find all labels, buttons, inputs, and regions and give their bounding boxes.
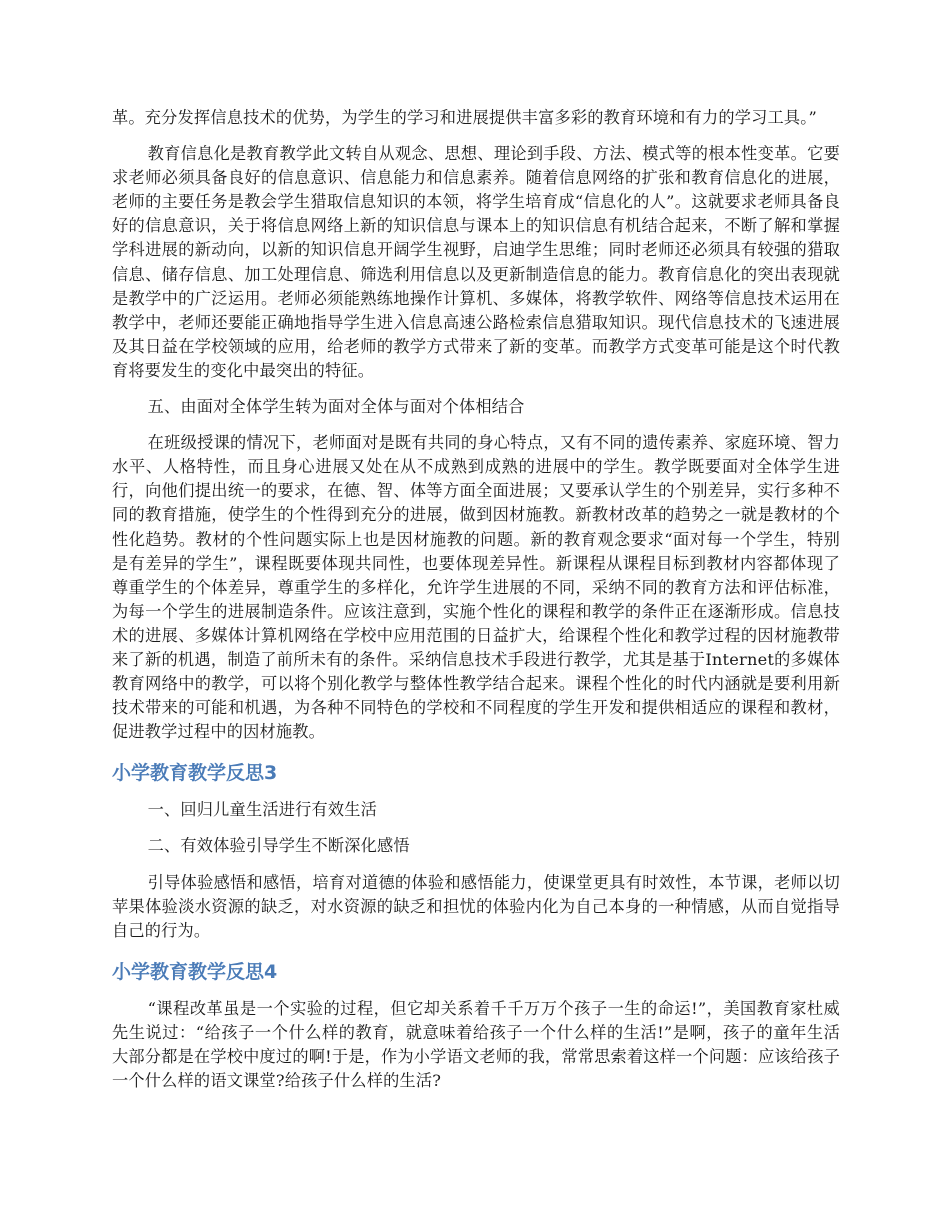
paragraph-class-teaching: 在班级授课的情况下，老师面对是既有共同的身心特点，又有不同的遗传素养、家庭环境、智力水平、人格特性，而且身心进展又处在从不成熟到成熟的进展中的学生。教学既要面对全体学生进行，向他们提出统一的要求，在德、智、体等方面全面进展；又要承认学生的个别差异，实行多种不同的教育措施，使学生的个性得到充分的进展，做到因材施教。新教材改革的趋势之一就是教材的个性化趋势。教材的个性问题实际上也是因材施教的问题。新的教育观念要求“面对每一个学生，特别是有差异的学生”，课程既要体现共同性，也要体现差异性。新课程从课程目标到教材内容都体现了尊重学生的个体差异，尊重学生的多样化，允许学生进展的不同，采纳不同的教育方法和评估标准，为每一个学生的进展制造条件。应该注意到，实施个性化的课程和教学的条件正在逐渐形成。信息技术的进展、多媒体计算机网络在学校中应用范围的日益扩大，给课程个性化和教学过程的因材施教带来了新的机遇，制造了前所未有的条件。采纳信息技术手段进行教学，尤其是基于Internet的多媒体教育网络中的教学，可以将个别化教学与整体性教学结合起来。课程个性化的时代内涵就是要利用新技术带来的可能和机遇，为各种不同特色的学校和不同程度的学生开发和提供相适应的课程和教材，促进教学过程中的因材施教。: [112, 433, 840, 742]
paragraph-education-informatization: 教育信息化是教育教学此文转自从观念、思想、理论到手段、方法、模式等的根本性变革。它要求老师必须具备良好的信息意识、信息能力和信息素养。随着信息网络的扩张和教育信息化的进展，老师的主要任务是教会学生猎取信息知识的本领，将学生培育成“信息化的人”。这就要求老师具备良好的信息意识，关于将信息网络上新的知识信息与课本上的知识信息有机结合起来，不断了解和掌握学科进展的新动向，以新的知识信息开阔学生视野，启迪学生思维；同时老师还必须具有较强的猎取信息、储存信息、加工处理信息、筛选利用信息以及更新制造信息的能力。教育信息化的突出表现就是教学中的广泛运用。老师必须能熟练地操作计算机、多媒体，将教学软件、网络等信息技术运用在教学中，老师还要能正确地指导学生进入信息高速公路检索信息猎取知识。现代信息技术的飞速进展及其日益在学校领域的应用，给老师的教学方式带来了新的变革。而教学方式变革可能是这个时代教育将要发生的变化中最突出的特征。: [112, 144, 840, 380]
paragraph-intro-continuation: 革。充分发挥信息技术的优势，为学生的学习和进展提供丰富多彩的教育环境和有力的学习工具。”: [112, 108, 818, 127]
section-heading-reflection-3: 小学教育教学反思3: [112, 762, 278, 785]
document-page: [112, 106, 840, 1105]
paragraph-experience-guidance: 引导体验感悟和感悟，培育对道德的体验和感悟能力，使课堂更具有时效性，本节课，老师以切苹果体验淡水资源的缺乏，对水资源的缺乏和担忧的体验内化为自己本身的一种情感，从而自觉指导自己的行为。: [112, 872, 840, 940]
paragraph-point-two: 二、有效体验引导学生不断深化感悟: [147, 836, 410, 856]
section-heading-reflection-4: 小学教育教学反思4: [112, 960, 278, 983]
paragraph-section-five-title: 五、由面对全体学生转为面对全体与面对个体相结合: [147, 397, 525, 417]
paragraph-curriculum-reform: “课程改革虽是一个实验的过程，但它却关系着千千万万个孩子一生的命运!”，美国教育家杜威先生说过：“给孩子一个什么样的教育，就意味着给孩子一个什么样的生活!”是啊，孩子的童年生活大部分都是在学校中度过的啊!于是，作为小学语文老师的我，常常思索着这样一个问题：应该给孩子一个什么样的语文课堂?给孩子什么样的生活?: [112, 998, 840, 1091]
paragraph-point-one: 一、回归儿童生活进行有效生活: [147, 800, 378, 820]
